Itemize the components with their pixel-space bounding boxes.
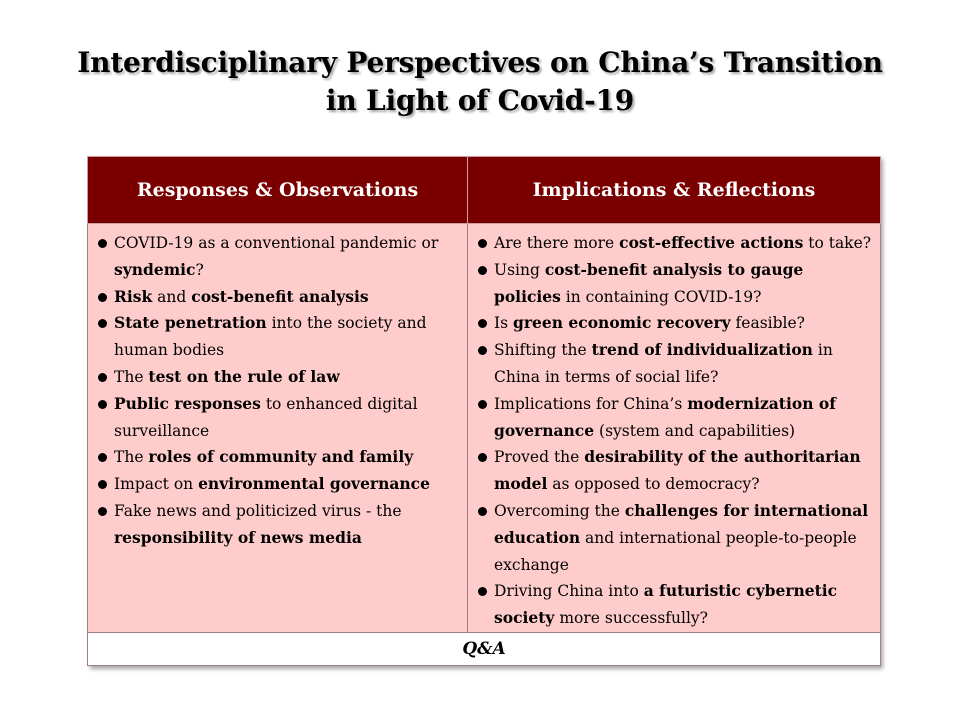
item-text: Overcoming the — [494, 501, 625, 520]
bullet-icon — [98, 480, 107, 489]
bullet-icon — [98, 373, 107, 382]
item-text: COVID-19 as a conventional pandemic or — [114, 234, 439, 252]
emphasized-text: Public responses — [114, 393, 261, 413]
emphasized-text: trend of individualization — [591, 340, 813, 360]
list-item — [476, 230, 872, 257]
item-text: Impact on — [114, 475, 199, 494]
emphasized-text: responsibility of news media — [114, 527, 362, 547]
emphasized-text: test on the rule of law — [148, 366, 340, 386]
list-item — [96, 230, 459, 284]
bullet-icon — [98, 400, 107, 409]
emphasized-text: green economic recovery — [513, 313, 731, 333]
emphasized-text: modernization of governance — [494, 393, 836, 440]
item-text: Proved the — [494, 448, 585, 467]
item-text: to enhanced digital surveillance — [114, 394, 418, 440]
list-item — [96, 471, 459, 498]
list-item — [96, 498, 459, 552]
qa-footer: Q&A — [88, 632, 881, 665]
bullet-icon — [478, 266, 487, 275]
item-text: The — [114, 448, 149, 467]
implications-list — [476, 230, 872, 632]
list-item — [476, 444, 872, 498]
responses-cell — [88, 224, 468, 633]
item-text: Using — [494, 260, 545, 279]
item-text: more successfully? — [554, 609, 708, 628]
emphasized-text: cost-benefit analysis — [191, 286, 369, 306]
slide-title — [0, 44, 960, 120]
item-text: as opposed to democracy? — [547, 475, 760, 494]
list-item — [96, 310, 459, 364]
header-implications-reflections: Implications & Reflections — [468, 157, 881, 224]
item-text: into the society and human bodies — [114, 314, 427, 360]
item-text: Are there more — [494, 234, 620, 252]
bullet-icon — [98, 507, 107, 516]
emphasized-text: cost-effective actions — [619, 233, 804, 252]
item-text: Driving China into — [494, 582, 644, 601]
emphasized-text: a futuristic cybernetic society — [494, 581, 838, 628]
bullet-icon — [478, 507, 487, 516]
list-item — [476, 310, 872, 337]
emphasized-text: cost-benefit analysis to gauge policies — [494, 259, 804, 306]
list-item — [476, 498, 872, 578]
list-item — [96, 444, 459, 471]
item-text: and international people-to-people exchange — [494, 528, 857, 574]
bullet-icon — [478, 453, 487, 462]
emphasized-text: challenges for international education — [494, 500, 869, 547]
bullet-icon — [478, 239, 487, 248]
bullet-icon — [98, 239, 107, 248]
bullet-icon — [98, 319, 107, 328]
item-text: (system and capabilities) — [594, 421, 796, 440]
emphasized-text: syndemic — [114, 259, 196, 279]
item-text: Fake news and politicized virus - the — [114, 501, 402, 520]
item-text: The — [114, 367, 149, 386]
implications-cell — [468, 224, 881, 633]
bullet-icon — [478, 587, 487, 596]
title-line-2: in Light of Covid-19 — [325, 84, 635, 117]
item-text: in China in terms of social life? — [494, 341, 833, 386]
header-responses-observations: Responses & Observations — [88, 157, 468, 224]
list-item — [476, 391, 872, 445]
list-item — [96, 284, 459, 311]
bullet-icon — [478, 400, 487, 409]
emphasized-text: Risk — [114, 286, 153, 306]
perspectives-table — [87, 156, 880, 666]
title-line-1: Interdisciplinary Perspectives on China’s Transition — [77, 46, 883, 79]
list-item — [96, 364, 459, 391]
emphasized-text: State penetration — [114, 313, 267, 333]
list-item — [476, 578, 872, 632]
bullet-icon — [98, 453, 107, 462]
emphasized-text: desirability of the authoritarian model — [494, 447, 861, 494]
item-text: Is — [494, 314, 514, 333]
bullet-icon — [478, 346, 487, 355]
bullet-icon — [478, 319, 487, 328]
emphasized-text: environmental governance — [198, 474, 430, 494]
responses-list — [96, 230, 459, 552]
list-item — [476, 337, 872, 391]
item-text: and — [152, 287, 192, 306]
item-text: ? — [195, 260, 204, 279]
item-text: in containing COVID-19? — [560, 287, 762, 306]
emphasized-text: roles of community and family — [148, 447, 414, 467]
item-text: Shifting the — [494, 341, 592, 360]
bullet-icon — [98, 293, 107, 302]
item-text: to take? — [803, 234, 872, 252]
item-text: feasible? — [730, 314, 805, 333]
list-item — [476, 257, 872, 311]
list-item — [96, 391, 459, 445]
item-text: Implications for China’s — [494, 394, 688, 413]
